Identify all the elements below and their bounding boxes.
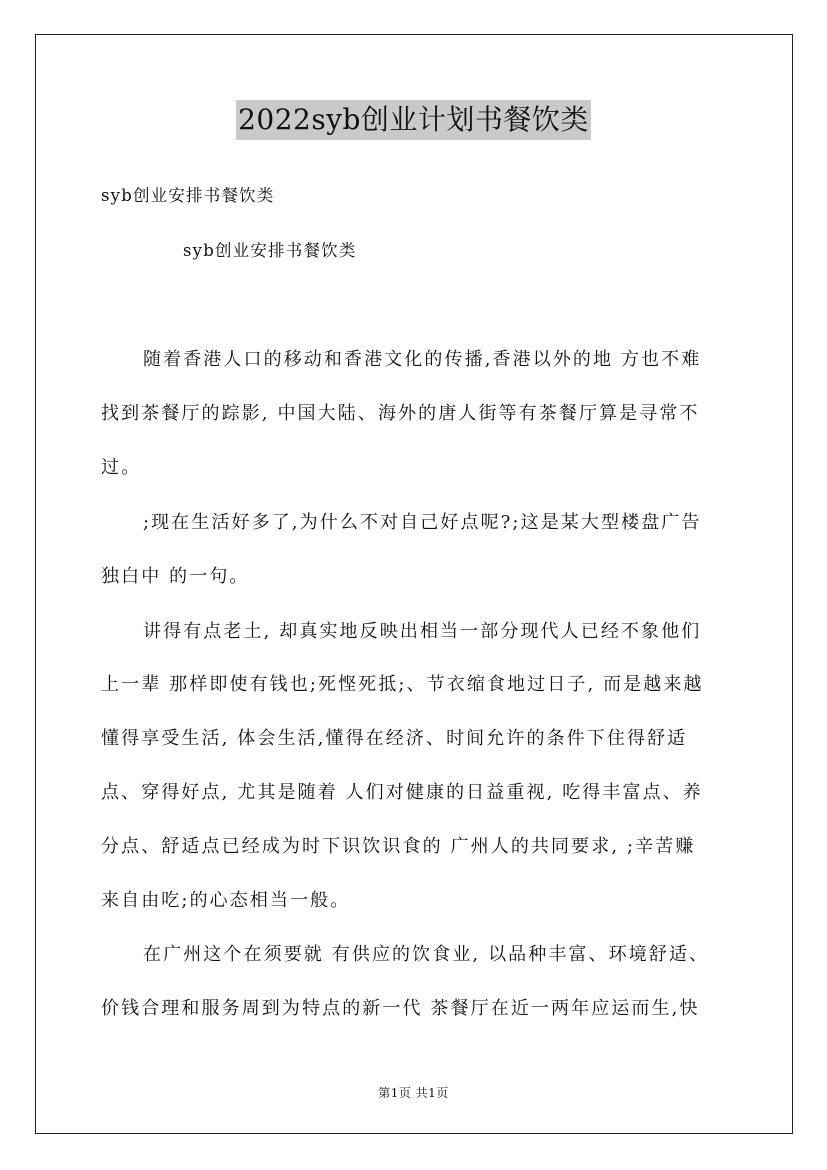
body-line: 分点、舒适点已经成为时下识饮识食的 广州人的共同要求, ;辛苦赚: [101, 836, 696, 857]
body-line: 找到茶餐厅的踪影, 中国大陆、海外的唐人街等有茶餐厅算是寻常不: [101, 403, 700, 424]
body-line: ;现在生活好多了,为什么不对自己好点呢?;这是某大型楼盘广告: [143, 512, 702, 533]
body-line: 独白中 的一句。: [101, 566, 250, 587]
body-line: 懂得享受生活, 体会生活,懂得在经济、时间允许的条件下住得舒适: [101, 728, 688, 749]
body-line: 讲得有点老土, 却真实地反映出相当一部分现代人已经不象他们: [143, 621, 702, 642]
document-title: 2022syb创业计划书餐饮类: [236, 100, 591, 140]
page-footer: 第1页 共1页: [378, 1086, 449, 1100]
body-line: 在广州这个在须要就 有供应的饮食业, 以品种丰富、环境舒适、: [143, 944, 710, 965]
body-line: 过。: [101, 457, 142, 478]
subtitle-line-2: syb创业安排书餐饮类: [183, 241, 357, 260]
body-line: 随着香港人口的移动和香港文化的传播,香港以外的地 方也不难: [143, 349, 702, 370]
title-container: [0, 100, 827, 140]
subtitle-line-1: syb创业安排书餐饮类: [101, 186, 275, 205]
body-line: 价钱合理和服务周到为特点的新一代 茶餐厅在近一两年应运而生,快: [101, 998, 700, 1019]
body-line: 上一辈 那样即使有钱也;死悭死抵;、节衣缩食地过日子, 而是越来越: [101, 674, 704, 695]
body-line: 来自由吃;的心态相当一般。: [101, 890, 351, 911]
body-line: 点、穿得好点, 尤其是随着 人们对健康的日益重视, 吃得丰富点、养: [101, 782, 703, 803]
